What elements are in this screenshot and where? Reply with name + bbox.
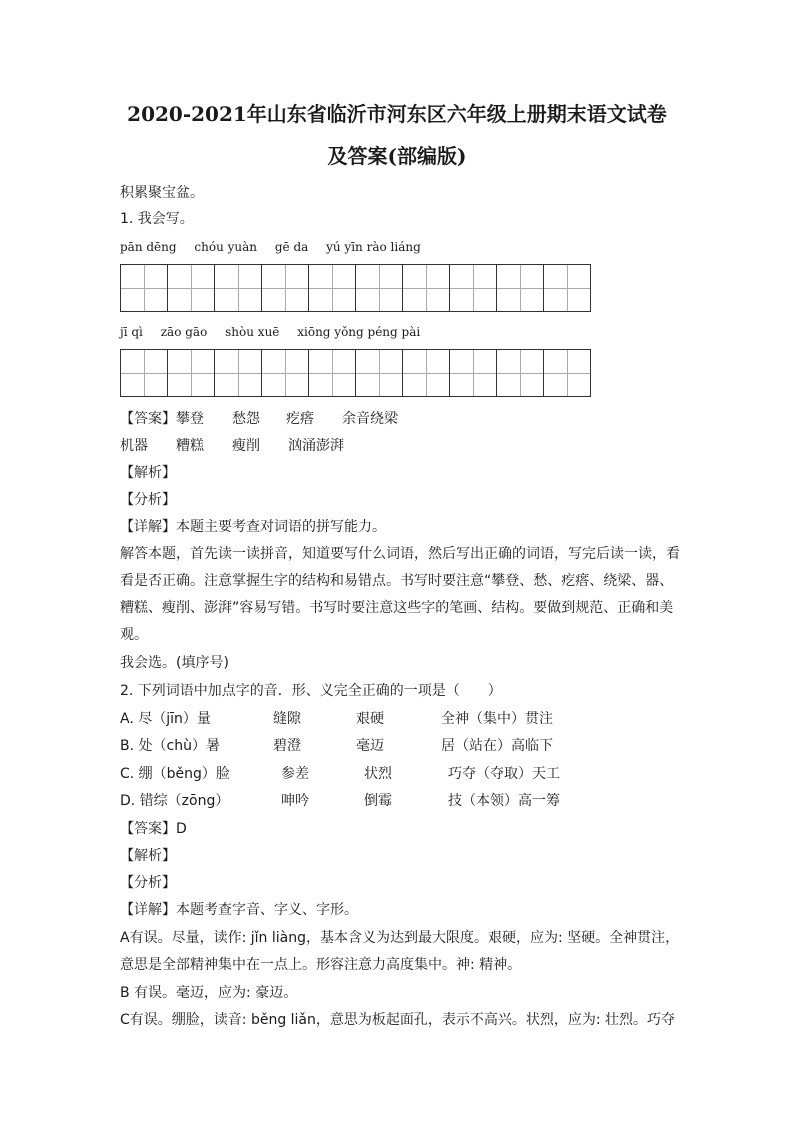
answer-word: 愁怨	[232, 411, 260, 427]
grid-cell	[120, 264, 168, 312]
grid-cell	[308, 349, 356, 397]
option-d-1: D. 错综（zōng）	[120, 793, 230, 809]
question-2-label: 2. 下列词语中加点字的音．形、义完全正确的一项是（ ）	[120, 683, 502, 699]
writing-grid-1	[120, 264, 591, 312]
writing-grid-2	[120, 349, 591, 397]
option-d-4: 技（本领）高一筹	[448, 793, 560, 809]
grid-cell	[402, 349, 450, 397]
option-a-2: 缝隙	[273, 711, 301, 727]
page-title-line2: 及答案(部编版)	[327, 144, 467, 168]
q1-para-1: 解答本题，首先读一读拼音，知道要写什么词语，然后写出正确的词语，写完后读一读，看	[120, 546, 680, 562]
grid-cell	[214, 349, 262, 397]
option-b-2: 碧澄	[273, 738, 301, 754]
grid-cell	[496, 349, 544, 397]
pinyin-4: yú yīn rào liáng	[326, 240, 421, 254]
pinyin-5: jī qì	[120, 325, 143, 339]
q1-fenxi: 【分析】	[120, 492, 176, 508]
grid-cell	[543, 349, 591, 397]
q1-answer-row-1	[120, 408, 398, 428]
pinyin-row-2	[120, 325, 434, 339]
grid-cell	[402, 264, 450, 312]
grid-cell	[261, 264, 309, 312]
answer-word: 糟糕	[176, 438, 204, 454]
section-heading-1: 积累聚宝盆。	[120, 185, 204, 201]
option-c-1: C. 绷（běng）脸	[120, 766, 230, 782]
grid-cell	[167, 349, 215, 397]
option-c-4: 巧夺（夺取）天工	[448, 766, 560, 782]
q1-para-4: 观。	[120, 627, 148, 643]
page-title-line1: 2020-2021年山东省临沂市河东区六年级上册期末语文试卷	[127, 102, 667, 126]
q1-jiexi: 【解析】	[120, 465, 176, 481]
pinyin-8: xiōng yǒng péng pài	[297, 325, 421, 339]
q2-a-line-1: A有误。尽量，读作: jǐn liàng，基本含义为达到最大限度。艰硬，应为: 坚硬。全神贯注，	[120, 930, 680, 946]
option-b-4: 居（站在）高临下	[441, 738, 553, 754]
pinyin-2: chóu yuàn	[194, 240, 258, 254]
pinyin-row-1	[120, 240, 435, 254]
q2-jiexi: 【解析】	[120, 848, 176, 864]
q2-answer: 【答案】D	[120, 821, 187, 837]
answer-word: 疙瘩	[286, 411, 314, 427]
grid-cell	[120, 349, 168, 397]
q2-a-line-2: 意思是全部精神集中在一点上。形容注意力高度集中。神: 精神。	[120, 957, 522, 973]
option-d-2: 呻吟	[281, 793, 309, 809]
option-c-3: 状烈	[364, 766, 392, 782]
grid-cell	[308, 264, 356, 312]
option-a-1: A. 尽（jīn）量	[120, 711, 211, 727]
option-b-1: B. 处（chù）暑	[120, 738, 220, 754]
answer-word: 【答案】攀登	[120, 411, 204, 427]
grid-cell	[214, 264, 262, 312]
grid-cell	[355, 349, 403, 397]
pinyin-6: zāo gāo	[160, 325, 208, 339]
question-1-label: 1. 我会写。	[120, 211, 194, 227]
q2-detail: 【详解】本题考查字音、字义、字形。	[120, 902, 358, 918]
answer-word: 汹涌澎湃	[288, 438, 344, 454]
q2-b-line: B 有误。毫迈，应为: 豪迈。	[120, 985, 298, 1001]
option-d-3: 倒霉	[364, 793, 392, 809]
option-a-3: 艰硬	[356, 711, 384, 727]
q2-c-line: C有误。绷脸，读音: běng liǎn，意思为板起面孔，表示不高兴。状烈，应为: 壮烈。巧夺	[120, 1012, 676, 1028]
q1-answer-row-2	[120, 435, 344, 455]
option-b-3: 毫迈	[356, 738, 384, 754]
section-heading-2: 我会选。(填序号)	[120, 655, 229, 671]
grid-cell	[496, 264, 544, 312]
grid-cell	[543, 264, 591, 312]
grid-cell	[261, 349, 309, 397]
pinyin-3: gē da	[274, 240, 309, 254]
grid-cell	[449, 264, 497, 312]
pinyin-1: pān dēng	[120, 240, 177, 254]
answer-word: 余音绕梁	[342, 411, 398, 427]
answer-word: 瘦削	[232, 438, 260, 454]
grid-cell	[167, 264, 215, 312]
option-c-2: 参差	[281, 766, 309, 782]
pinyin-7: shòu xuē	[225, 325, 280, 339]
grid-cell	[355, 264, 403, 312]
grid-cell	[449, 349, 497, 397]
q2-fenxi: 【分析】	[120, 875, 176, 891]
q1-para-2: 看是否正确。注意掌握生字的结构和易错点。书写时要注意“攀登、愁、疙瘩、绕梁、器、	[120, 573, 674, 589]
q1-para-3: 糟糕、瘦削、澎湃”容易写错。书写时要注意这些字的笔画、结构。要做到规范、正确和美	[120, 600, 674, 616]
option-a-4: 全神（集中）贯注	[441, 711, 553, 727]
answer-word: 机器	[120, 438, 148, 454]
q1-detail: 【详解】本题主要考查对词语的拼写能力。	[120, 519, 386, 535]
